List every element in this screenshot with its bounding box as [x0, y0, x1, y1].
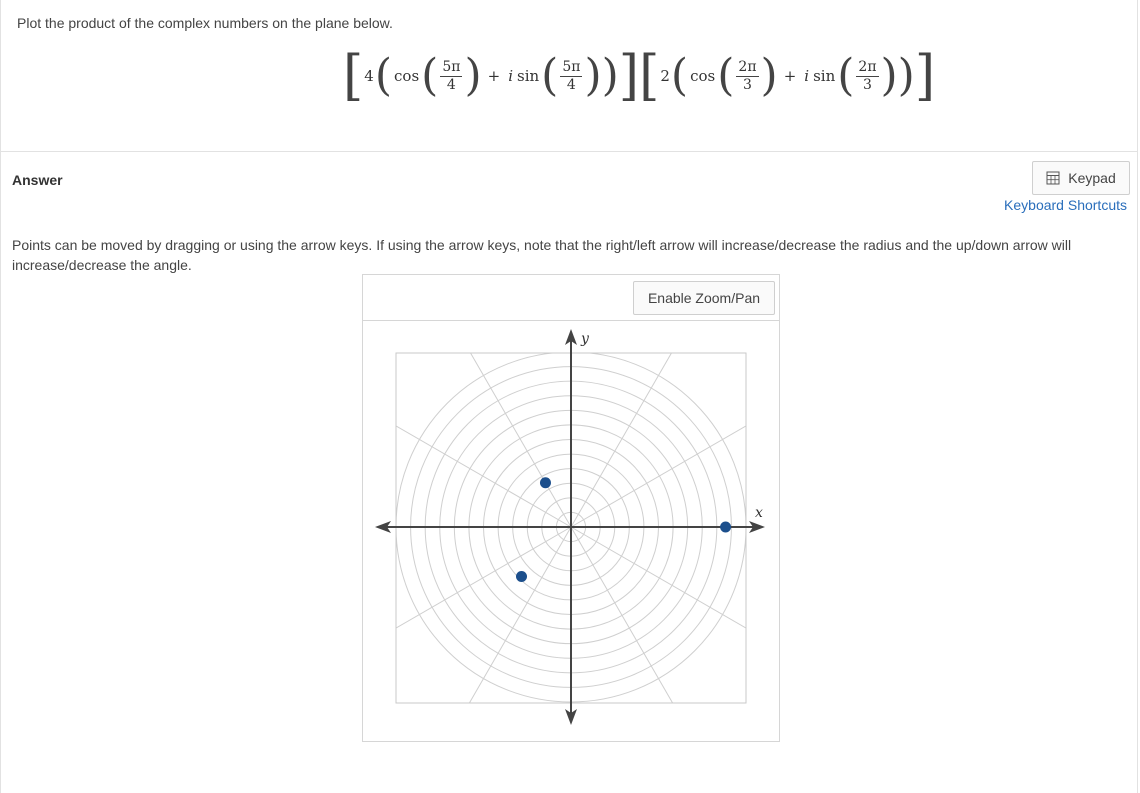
second-modulus: 2: [660, 67, 670, 85]
second-angle-fraction-sin: $\frac{2\pi}{3}$: [858, 58, 877, 93]
y-axis-label: y: [581, 331, 589, 347]
polar-graph[interactable]: [363, 321, 779, 741]
keyboard-shortcuts-link[interactable]: Keyboard Shortcuts: [1004, 197, 1127, 213]
graph-toolbar: [363, 275, 779, 321]
complex-expression: [ 4 ( cos ( $\frac{5\pi}{4}$ ) + i sin ( $\frac{5\pi}{4}$ )) ] [ 2 ( cos ( $\frac{2\pi}{3}$ ) + i sin ( $\frac{2\pi}{3}$ )) ]: [343, 44, 936, 108]
question-prompt: Plot the product of the complex numbers on the plane below.: [17, 15, 393, 31]
graph-panel: [362, 274, 780, 742]
first-cos: cos: [394, 67, 420, 85]
point-b[interactable]: [516, 571, 527, 582]
answer-panel: [0, 152, 1138, 793]
first-sin: sin: [517, 67, 540, 85]
question-panel: [0, 0, 1138, 152]
keypad-label: Keypad: [1068, 170, 1116, 186]
grid-spoke: [371, 321, 571, 527]
x-axis-label: x: [755, 505, 763, 521]
first-angle-fraction: $\frac{5\pi}{4}$: [442, 58, 461, 93]
grid-spoke: [571, 321, 771, 527]
instructions-text: Points can be moved by dragging or using the arrow keys. If using the arrow keys, note that the right/left arrow will increase/decrease the radius and the up/down arrow will increase/decrease the angle.: [12, 237, 1072, 273]
left-bracket: [: [343, 44, 364, 108]
first-angle-fraction-sin: $\frac{5\pi}{4}$: [562, 58, 581, 93]
first-modulus: 4: [364, 67, 374, 85]
second-angle-fraction: $\frac{2\pi}{3}$: [738, 58, 757, 93]
zoom-pan-button[interactable]: Enable Zoom/Pan: [633, 281, 775, 315]
second-i: i: [804, 67, 810, 85]
second-sin: sin: [813, 67, 836, 85]
point-c[interactable]: [720, 522, 731, 533]
answer-label: Answer: [12, 172, 63, 188]
second-cos: cos: [690, 67, 716, 85]
keypad-button[interactable]: [1032, 161, 1130, 195]
calculator-icon: [1046, 171, 1060, 185]
first-i: i: [508, 67, 513, 85]
point-a[interactable]: [540, 477, 551, 488]
right-bracket: ]: [914, 44, 936, 108]
